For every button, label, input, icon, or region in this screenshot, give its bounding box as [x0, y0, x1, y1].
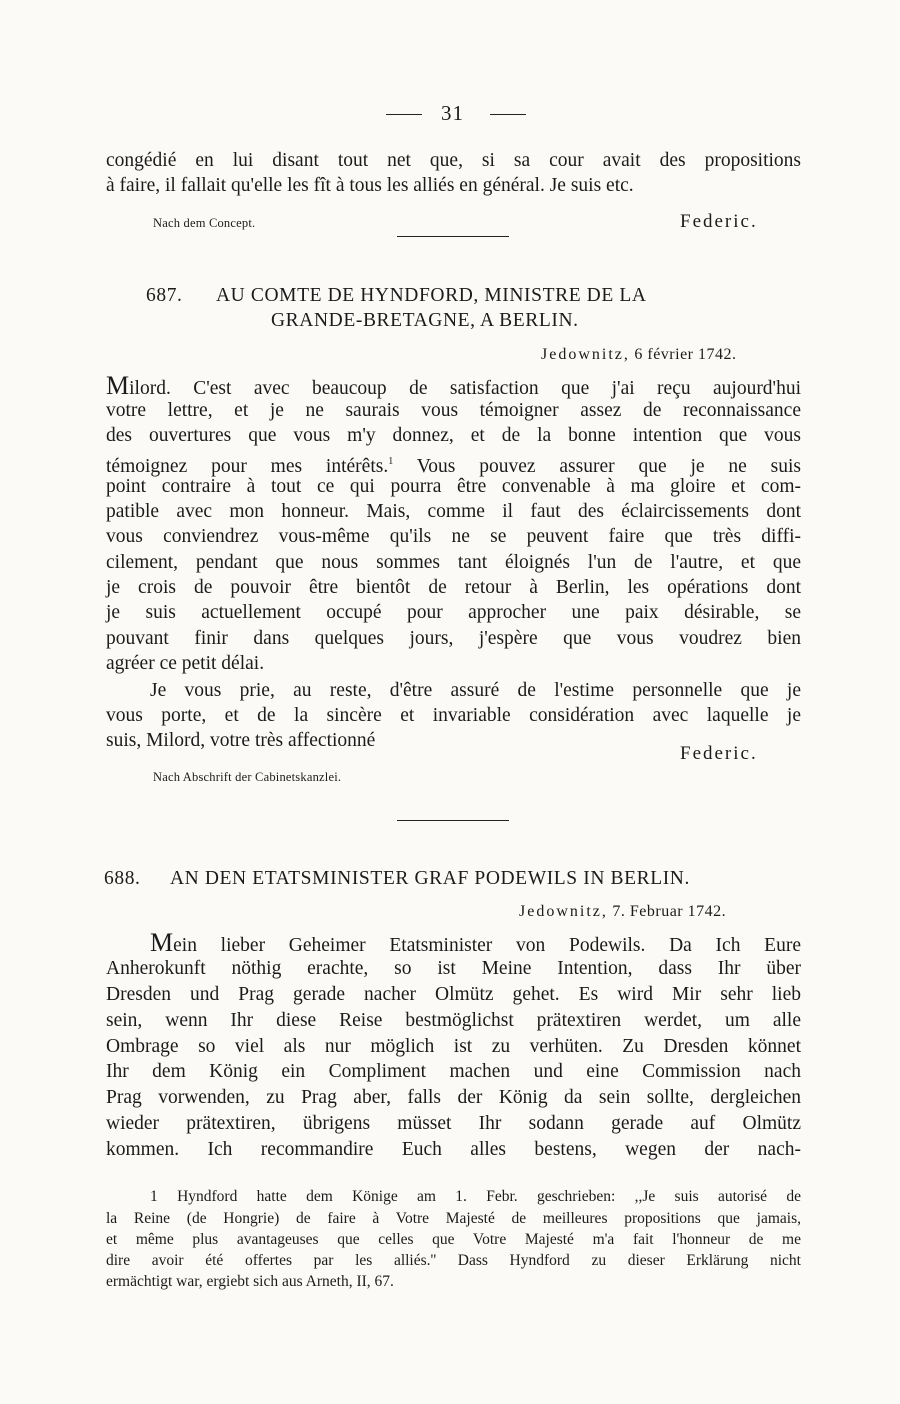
- letter-687-line: [106, 373, 801, 401]
- footnote-line: ermächtigt war, ergiebt sich aus Arneth, II, 67.: [106, 1273, 394, 1290]
- salutation: ilord.: [129, 378, 171, 399]
- letter-688-line: Anherokunft nöthig erachte, so ist Meine Intention, dass Ihr über: [106, 958, 801, 979]
- footnote-line: la Reine (de Hongrie) de faire à Votre Majesté de meilleures propositions que jamais,: [106, 1210, 801, 1227]
- page-number: 31: [441, 101, 464, 125]
- date: 6 février 1742.: [634, 346, 737, 363]
- section-divider: [397, 820, 509, 821]
- text: C'est avec beaucoup de satisfaction que j'ai reçu aujourd'hui: [193, 378, 801, 399]
- letter-687-line: vous conviendrez vous-même qu'ils ne se peuvent faire que très diffi-: [106, 526, 801, 547]
- prev-letter-line: congédié en lui disant tout net que, si sa cour avait des propositions: [106, 150, 801, 171]
- place-name: Jedownitz,: [541, 346, 630, 363]
- place-name: Jedownitz,: [519, 903, 608, 920]
- salutation-initial: M: [106, 371, 130, 400]
- letter-687-line: des ouvertures que vous m'y donnez, et de la bonne intention que vous: [106, 425, 801, 446]
- prev-letter-source: Nach dem Concept.: [153, 216, 256, 230]
- letter-687-heading-cont: GRANDE-BRETAGNE, A BERLIN.: [271, 310, 579, 331]
- letter-688-line: Ihr dem König ein Compliment machen und eine Commission nach: [106, 1061, 801, 1082]
- letter-688-place-date: [519, 903, 726, 921]
- letter-687-place-date: [541, 346, 737, 364]
- letter-687-line: Je vous prie, au reste, d'être assuré de l'estime personnelle que je: [150, 680, 801, 701]
- letter-688-line: sein, wenn Ihr diese Reise bestmöglichst prätextiren werdet, um alle: [106, 1010, 801, 1031]
- letter-687-line: je crois de pouvoir être bientôt de retour à Berlin, les opérations dont: [106, 577, 801, 598]
- letter-688-line: kommen. Ich recommandire Euch alles bestens, wegen der nach-: [106, 1139, 801, 1160]
- header-dash-right: [490, 114, 526, 115]
- letter-687-line: vous porte, et de la sincère et invariable considération avec laquelle je: [106, 705, 801, 726]
- letter-687-heading: AU COMTE DE HYNDFORD, MINISTRE DE LA: [216, 285, 647, 306]
- section-divider: [397, 236, 509, 237]
- letter-687-line: je suis actuellement occupé pour approcher une paix désirable, se: [106, 602, 801, 623]
- letter-688-line: wieder prätextiren, übrigens müsset Ihr sodann gerade auf Olmütz: [106, 1113, 801, 1134]
- footnote-line: et même plus avantageuses que celles que Votre Majesté m'a fait l'honneur de me: [106, 1231, 801, 1248]
- letter-687-line: votre lettre, et je ne saurais vous témoigner assez de reconnaissance: [106, 400, 801, 421]
- text: témoignez pour mes intérêts.: [106, 456, 389, 477]
- letter-687-line: patible avec mon honneur. Mais, comme il faut des éclaircissements dont: [106, 501, 801, 522]
- prev-letter-line: à faire, il fallait qu'elle les fît à tous les alliés en général. Je suis etc.: [106, 175, 634, 196]
- letter-687-line: pouvant finir dans quelques jours, j'espère que vous voudrez bien: [106, 628, 801, 649]
- prev-letter-signature: Federic.: [680, 211, 758, 232]
- letter-687-signature: Federic.: [680, 743, 758, 764]
- letter-688-line: [150, 930, 801, 958]
- letter-687-line: cilement, pendant que nous sommes tant éloignés l'un de l'autre, et que: [106, 552, 801, 573]
- letter-687-line: suis, Milord, votre très affectionné: [106, 730, 376, 751]
- salutation-initial: M: [150, 928, 174, 957]
- letter-688-line: Ombrage so viel als nur möglich ist zu verhüten. Zu Dresden könnet: [106, 1036, 801, 1057]
- date: 7. Februar 1742.: [612, 903, 727, 920]
- footnote-reference: 1: [388, 456, 394, 467]
- text: ein lieber Geheimer Etatsminister von Podewils. Da Ich Eure: [173, 935, 801, 956]
- letter-688-line: Dresden und Prag gerade nacher Olmütz gehet. Es wird Mir sehr lieb: [106, 984, 801, 1005]
- footnote-mark: 1: [150, 1188, 158, 1205]
- letter-688-number: 688.: [104, 868, 141, 889]
- letter-687-number: 687.: [146, 285, 183, 306]
- footnote-line: dire avoir été offertes par les alliés.'' Dass Hyndford zu dieser Erklärung nicht: [106, 1252, 801, 1269]
- text: Vous pouvez assurer que je ne suis: [416, 456, 801, 477]
- letter-687-line: agréer ce petit délai.: [106, 653, 265, 674]
- letter-688-heading: AN DEN ETATSMINISTER GRAF PODEWILS IN BERLIN.: [170, 868, 690, 889]
- letter-687-line: point contraire à tout ce qui pourra être convenable à ma gloire et com-: [106, 476, 801, 497]
- letter-687-source: Nach Abschrift der Cabinetskanzlei.: [153, 770, 342, 784]
- footnote-line: [150, 1186, 801, 1208]
- text: Hyndford hatte dem Könige am 1. Febr. geschrieben: ,,Je suis autorisé de: [177, 1188, 801, 1205]
- letter-688-line: Prag vorwenden, zu Prag aber, falls der König da sein sollte, dergleichen: [106, 1087, 801, 1108]
- header-dash-left: [386, 114, 422, 115]
